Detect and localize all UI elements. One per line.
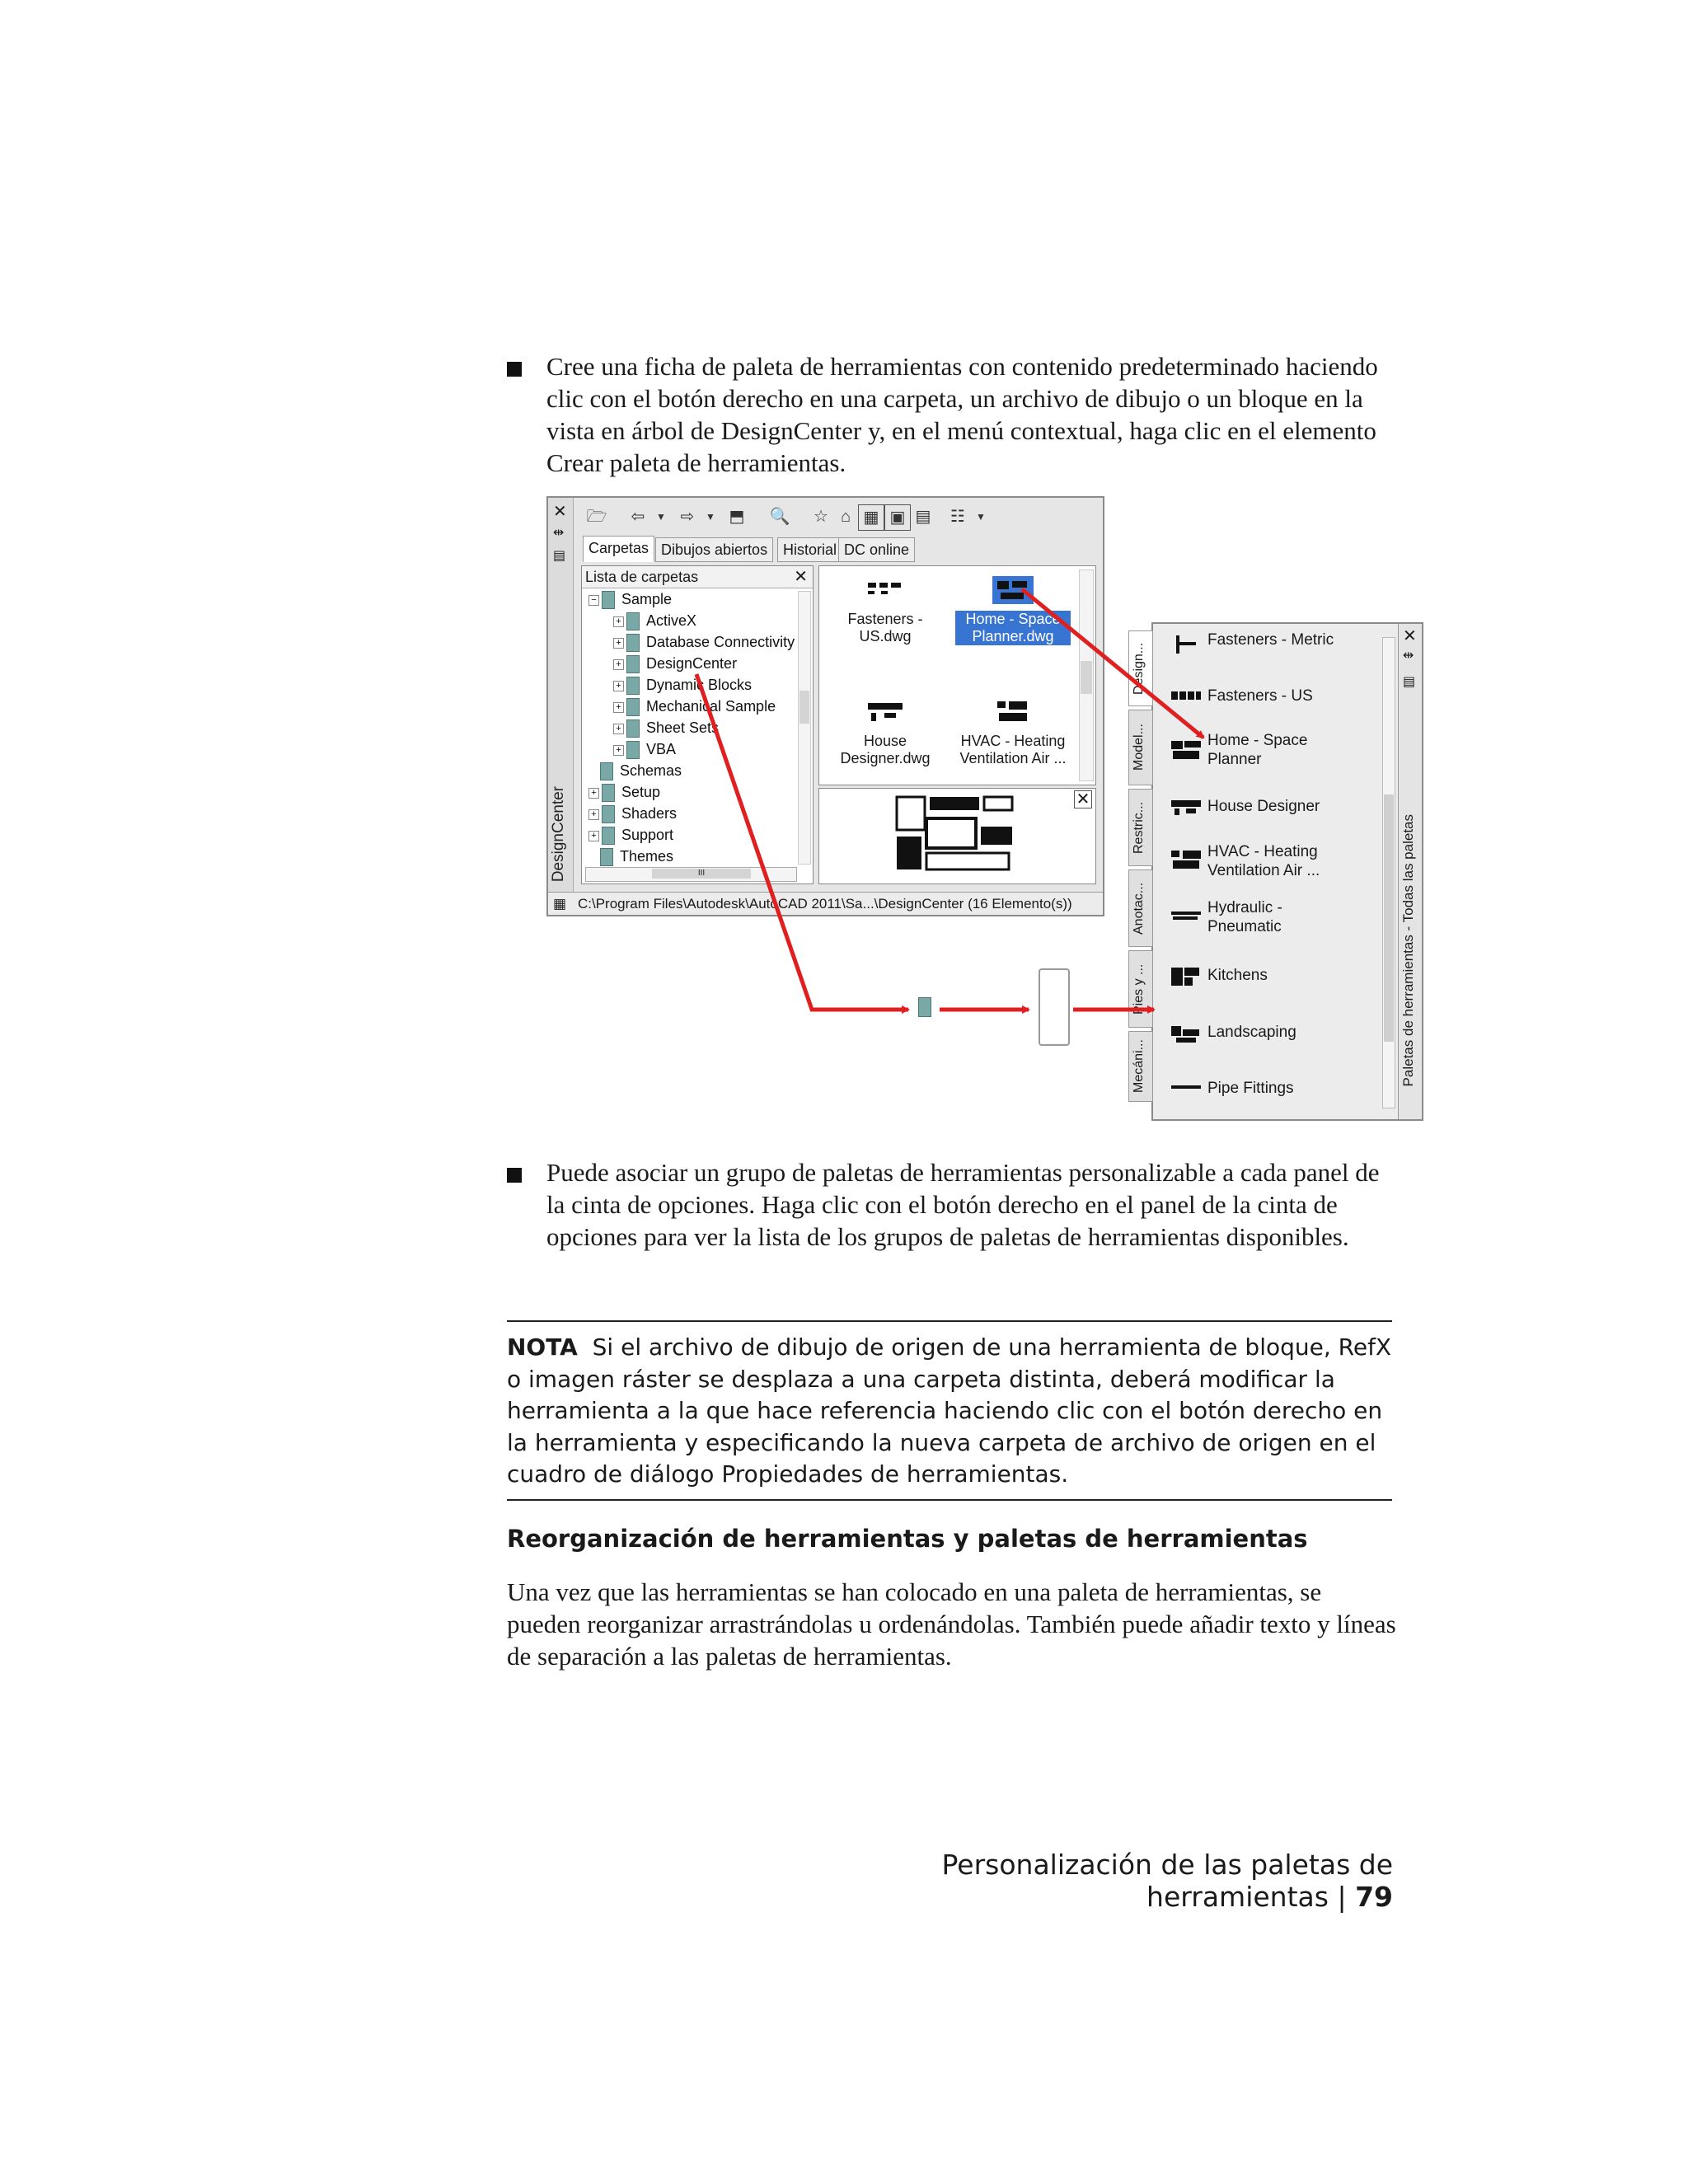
tree-header-label: Lista de carpetas	[585, 569, 699, 585]
bullet-text: Cree una ficha de paleta de herramientas con contenido predeterminado haciendo clic con el botón derecho en una carpeta, un archivo de dibujo o un bloque en la vista en árbol de DesignCenter y, en el menú contextual, haga clic en el elemento Crear paleta de herramientas.	[546, 352, 1378, 477]
tree-node[interactable]: + VBA	[613, 741, 676, 759]
palette-tab[interactable]: Design...	[1128, 630, 1153, 706]
page-footer	[754, 1849, 1393, 1913]
palette-tab[interactable]: Pies y ...	[1128, 950, 1153, 1028]
tree-node[interactable]: + Database Connectivity	[613, 634, 803, 652]
palette-title: Paletas de herramientas - Todas las paletas	[1400, 813, 1416, 1086]
tree-node[interactable]: − Sample	[588, 591, 672, 609]
drawing-item-label: Ventilation Air ...	[959, 750, 1067, 766]
tool-label: Pipe Fittings	[1207, 1080, 1294, 1097]
footer-separator: |	[1337, 1881, 1347, 1913]
tool-label: Kitchens	[1207, 967, 1268, 984]
tree-node[interactable]: + ActiveX	[613, 612, 696, 630]
home-icon[interactable]: ⌂	[840, 508, 851, 526]
palette-tab[interactable]: Mecáni...	[1128, 1031, 1153, 1102]
back-icon[interactable]: ⇦	[631, 508, 645, 526]
tree-node[interactable]: + Sheet Sets	[613, 719, 719, 738]
arrow	[1022, 589, 1203, 738]
note-box	[507, 1320, 1392, 1501]
drawing-item-label: HVAC - Heating	[960, 733, 1066, 749]
status-path: C:\Program Files\Autodesk\AutoCAD 2011\Sa...\DesignCenter (16 Elemento(s))	[578, 896, 1072, 912]
note-text: Si el archivo de dibujo de origen de una herramienta de bloque, RefX o imagen ráster se desplaza a una carpeta distinta, deberá modificar la herramienta a la que hace referencia haciendo clic con el botón derecho en la herramienta y especificando la nueva carpeta de archivo de origen en el cuadro de diálogo Propiedades de herramientas.	[507, 1333, 1392, 1488]
tool-label: Hydraulic -	[1207, 899, 1282, 916]
drawing-item-label: Home - Space	[955, 611, 1071, 628]
favorites-icon[interactable]: ☆	[814, 508, 828, 526]
tool-label: Ventilation Air ...	[1207, 862, 1320, 879]
tool-label: House Designer	[1207, 798, 1320, 815]
tab-historial[interactable]: Historial	[777, 537, 842, 562]
tab-dibujos-abiertos[interactable]: Dibujos abiertos	[655, 537, 773, 562]
properties-icon[interactable]: ▤	[1403, 675, 1416, 689]
drawing-item-label: US.dwg	[859, 628, 912, 644]
tool-label: Planner	[1207, 751, 1262, 768]
tool-label: Fasteners - Metric	[1207, 631, 1334, 649]
tree-toggle-icon[interactable]: ▦	[858, 504, 884, 531]
forward-icon[interactable]: ⇨	[680, 508, 695, 526]
chevron-down-icon[interactable]: ▼	[976, 511, 986, 523]
palette-tab[interactable]: Model...	[1128, 710, 1153, 785]
tree-node[interactable]: + DesignCenter	[613, 655, 737, 673]
page-number: 79	[1355, 1881, 1393, 1913]
up-icon[interactable]: ⬒	[729, 508, 745, 526]
bullet-square-icon	[507, 1168, 522, 1183]
tool-label: HVAC - Heating	[1207, 843, 1318, 860]
drawing-item-label: Fasteners -	[847, 611, 923, 627]
tree-node[interactable]: + Setup	[588, 784, 660, 802]
scrollbar-thumb[interactable]: III	[652, 869, 751, 879]
chevron-down-icon[interactable]: ▼	[706, 511, 715, 523]
tree-node[interactable]: + Mechanical Sample	[613, 698, 776, 716]
close-icon[interactable]: ✕	[1403, 627, 1417, 645]
note-label: NOTA	[507, 1333, 578, 1361]
tool-label: Pneumatic	[1207, 918, 1282, 935]
description-icon[interactable]: ▤	[915, 508, 931, 526]
tab-carpetas[interactable]: Carpetas	[583, 536, 654, 562]
tree-node[interactable]: Schemas	[600, 762, 682, 780]
tool-label: Home - Space	[1207, 732, 1308, 749]
tab-dc-online[interactable]: DC online	[838, 537, 915, 562]
arrow	[696, 674, 908, 1010]
tree-node[interactable]: + Dynamic Blocks	[613, 677, 752, 695]
close-icon[interactable]: ✕	[1074, 790, 1092, 808]
bullet-text: Puede asociar un grupo de paletas de herramientas personalizable a cada panel de la cinta de opciones. Haga clic con el botón derecho en el panel de la cinta de opciones para ver la lista de los grupos de paletas de herramientas disponibles.	[546, 1158, 1380, 1251]
load-icon[interactable]: 🗁	[586, 508, 607, 526]
close-icon[interactable]: ✕	[553, 503, 567, 521]
tree-node[interactable]: Themes	[600, 848, 673, 866]
tree-node[interactable]: + Shaders	[588, 805, 677, 823]
designcenter-title: DesignCenter	[550, 785, 567, 882]
autohide-icon[interactable]: ⇹	[1403, 649, 1414, 663]
palette-tab[interactable]: Restric...	[1128, 789, 1153, 866]
preview-icon[interactable]: ▣	[884, 504, 911, 531]
properties-icon[interactable]: ▤	[553, 549, 566, 563]
drawing-item-label: Planner.dwg	[955, 628, 1071, 645]
tool-label: Fasteners - US	[1207, 687, 1313, 705]
close-icon[interactable]: ✕	[794, 568, 808, 586]
chevron-down-icon[interactable]: ▼	[656, 511, 666, 523]
tree-node[interactable]: + Support	[588, 827, 673, 845]
footer-title: Personalización de las paletas de herramientas	[941, 1849, 1393, 1913]
section-paragraph: Una vez que las herramientas se han colocado en una paleta de herramientas, se pueden reorganizar arrastrándolas u ordenándolas. También puede añadir texto y líneas de separación a las paletas de herramientas.	[507, 1577, 1396, 1671]
grid-icon: ▦	[553, 896, 567, 912]
tool-label: Landscaping	[1207, 1024, 1296, 1041]
section-heading: Reorganización de herramientas y paletas de herramientas	[507, 1525, 1308, 1553]
autohide-icon[interactable]: ⇹	[553, 526, 565, 540]
palette-tab[interactable]: Anotac...	[1128, 869, 1153, 947]
drawing-item-label: Designer.dwg	[840, 750, 931, 766]
drawing-item-label: House	[863, 733, 907, 749]
search-icon[interactable]: 🔍	[769, 508, 790, 526]
views-icon[interactable]: ☷	[950, 508, 965, 526]
